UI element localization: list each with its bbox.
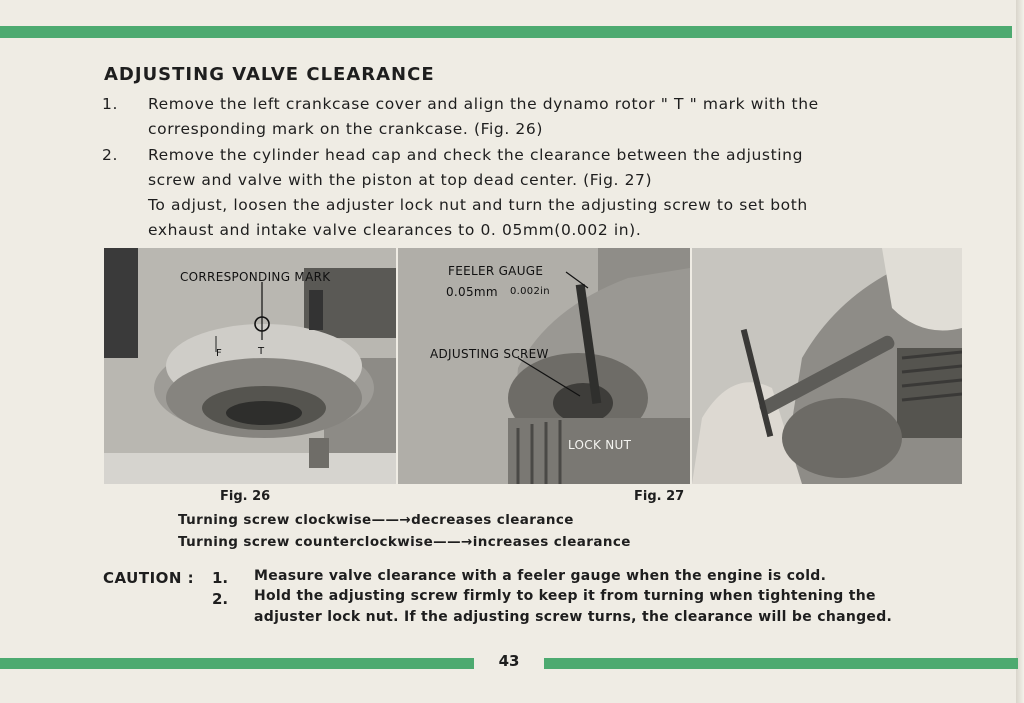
- page-number: 43: [498, 652, 520, 670]
- feeler-gauge-label: FEELER GAUGE: [448, 264, 544, 278]
- page-title: ADJUSTING VALVE CLEARANCE: [104, 64, 435, 85]
- gauge-mm-label: 0.05mm: [446, 285, 498, 299]
- caution-number: 1.: [212, 569, 229, 587]
- note-clockwise: [178, 512, 574, 528]
- step-number: 2.: [102, 146, 118, 164]
- fig-26-caption: Fig. 26: [220, 489, 271, 504]
- caution-item-1: [254, 566, 968, 587]
- bottom-green-rule-left: [0, 658, 474, 669]
- note-counterclockwise: [178, 534, 631, 550]
- fig-26-photo: [104, 248, 396, 484]
- top-green-rule: [0, 26, 1012, 38]
- caution-item-2: [254, 586, 968, 628]
- caution-line: Measure valve clearance with a feeler gauge when the engine is cold.: [254, 568, 827, 584]
- step-line: To adjust, loosen the adjuster lock nut and turn the adjusting screw to set both: [148, 196, 808, 214]
- step-line: Remove the left crankcase cover and align the dynamo rotor " T " mark with the: [148, 95, 819, 113]
- note-result: decreases clearance: [411, 512, 574, 528]
- caution-line: Hold the adjusting screw firmly to keep it from turning when tightening the: [254, 588, 876, 604]
- caution-label: CAUTION :: [103, 569, 195, 587]
- corresponding-mark-label: CORRESPONDING MARK: [180, 270, 331, 284]
- adjusting-screw-label: ADJUSTING SCREW: [430, 347, 549, 361]
- note-text: Turning screw clockwise: [178, 512, 372, 528]
- step-line: screw and valve with the piston at top dead center. (Fig. 27): [148, 171, 653, 189]
- lock-nut-label: LOCK NUT: [568, 438, 632, 452]
- bottom-green-rule-right: [544, 658, 1018, 669]
- wrench-adjustment-illustration: [692, 248, 962, 484]
- gauge-in-label: 0.002in: [510, 286, 550, 297]
- step-line: Remove the cylinder head cap and check the clearance between the adjusting: [148, 146, 804, 164]
- step-text: [148, 92, 962, 142]
- page-edge: [1016, 0, 1024, 703]
- arrow-icon: ——→: [371, 512, 412, 528]
- note-result: increases clearance: [472, 534, 631, 550]
- fig-27-caption: Fig. 27: [634, 489, 685, 504]
- step-line: corresponding mark on the crankcase. (Fig. 26): [148, 120, 543, 138]
- arrow-icon: ——→: [433, 534, 473, 550]
- caution-line: adjuster lock nut. If the adjusting screw turns, the clearance will be changed.: [254, 609, 893, 625]
- t-mark-label: T: [258, 346, 265, 357]
- f-mark-label: F: [216, 348, 223, 359]
- caution-number: 2.: [212, 590, 229, 608]
- cylinder-head-illustration: [398, 248, 690, 484]
- fig-27-photo: [398, 248, 690, 484]
- adjustment-photo: [692, 248, 962, 484]
- step-number: 1.: [102, 95, 118, 113]
- step-text: [148, 143, 962, 243]
- note-text: Turning screw counterclockwise: [178, 534, 434, 550]
- step-line: exhaust and intake valve clearances to 0. 05mm(0.002 in).: [148, 221, 642, 239]
